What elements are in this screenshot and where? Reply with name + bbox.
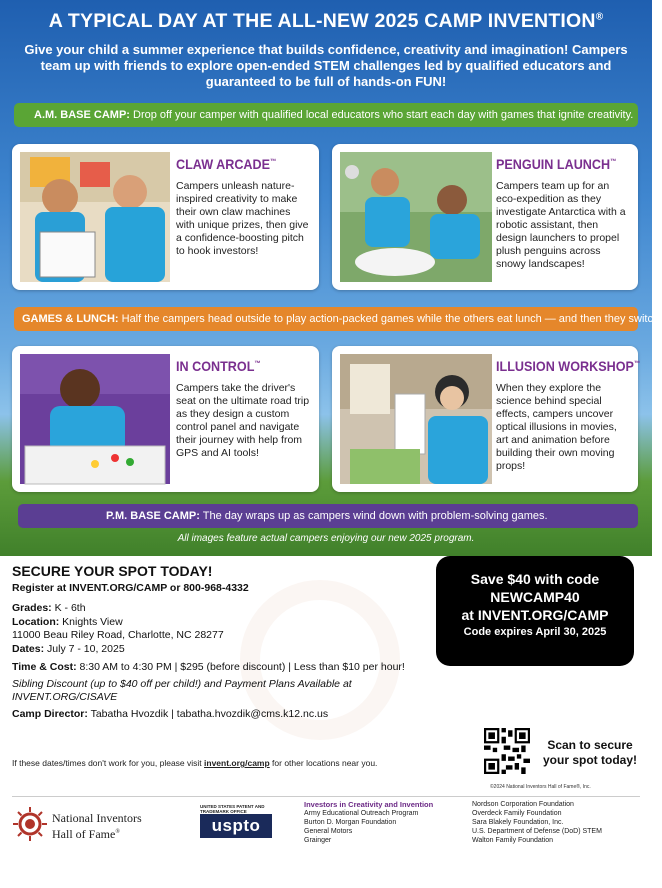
sponsor-item: U.S. Department of Defense (DoD) STEM xyxy=(472,828,602,835)
register-line[interactable]: Register at INVENT.ORG/CAMP or 800-968-4332 xyxy=(12,582,249,594)
secure-heading: SECURE YOUR SPOT TODAY! xyxy=(12,563,213,579)
intro-text: Give your child a summer experience that builds confidence, creativity and imagination! Campers team up with friends to explore open-ended STEM challenges led by qualified educators and guaranteed to be full of hands-on FUN! xyxy=(24,42,628,89)
promo-line-1: Save $40 with code xyxy=(470,571,600,587)
footer-divider xyxy=(12,796,640,797)
card-in-control xyxy=(12,346,319,492)
sponsor-list-b xyxy=(472,800,602,845)
card-text: Campers take the driver's seat on the ultimate road trip as they design a custom control panel and navigate their journey with help from GPS and AI tools! xyxy=(176,382,310,459)
promo-code: NEWCAMP40 xyxy=(490,589,580,605)
promo-url[interactable]: at INVENT.ORG/CAMP xyxy=(461,607,609,623)
card-claw-arcade xyxy=(12,144,319,290)
sibling-discount-line: Sibling Discount (up to $40 off per child!) and Payment Plans Available at INVENT.ORG/CISAVE xyxy=(12,678,352,703)
dates-line: Dates: July 7 - 10, 2025 xyxy=(12,643,125,655)
card-text: When they explore the science behind special effects, campers uncover optical illusions in movies, art and animation before building their own moving props! xyxy=(496,382,617,472)
in-control-photo xyxy=(20,354,170,484)
card-illusion-workshop xyxy=(332,346,641,492)
promo-code-box xyxy=(436,556,634,666)
sponsor-item: Sara Blakely Foundation, Inc. xyxy=(472,819,564,826)
scan-prompt: Scan to secure your spot today! xyxy=(542,738,637,767)
sponsor-item: Grainger xyxy=(304,837,332,844)
sponsor-list-a xyxy=(304,800,433,845)
am-base-camp-bar: A.M. BASE CAMP: Drop off your camper with qualified local educators who start each day with games that ignite creativity. xyxy=(14,103,638,127)
card-penguin-launch xyxy=(332,144,638,290)
nihf-name: National Inventors Hall of Fame® xyxy=(52,811,142,841)
sponsor-item: Overdeck Family Foundation xyxy=(472,810,562,817)
card-title: IN CONTROL™ xyxy=(176,358,261,374)
alternate-locations-note: If these dates/times don't work for you, please visit invent.org/camp for other locations near you. xyxy=(12,758,378,768)
claw-arcade-photo xyxy=(20,152,170,282)
photo-caption: All images feature actual campers enjoying our new 2025 program. xyxy=(177,533,475,544)
grades-line: Grades: K - 6th xyxy=(12,602,86,614)
locations-link[interactable]: invent.org/camp xyxy=(204,758,270,768)
sponsor-heading: Investors in Creativity and Invention xyxy=(304,800,434,809)
page-title: A TYPICAL DAY AT THE ALL-NEW 2025 CAMP INVENTION® xyxy=(48,10,604,32)
qr-code-icon[interactable] xyxy=(484,728,530,774)
promo-expiry: Code expires April 30, 2025 xyxy=(463,626,607,638)
card-title: CLAW ARCADE™ xyxy=(176,156,277,172)
time-cost-line: Time & Cost: 8:30 AM to 4:30 PM | $295 (before discount) | Less than $10 per hour! xyxy=(12,661,405,673)
pm-base-camp-bar: P.M. BASE CAMP: The day wraps up as campers wind down with problem-solving games. xyxy=(18,504,638,528)
sponsor-item: General Motors xyxy=(304,828,353,835)
uspto-caption: UNITED STATES PATENT AND TRADEMARK OFFICE xyxy=(200,804,265,814)
sponsor-item: Nordson Corporation Foundation xyxy=(472,801,574,808)
sponsor-item: Army Educational Outreach Program xyxy=(304,810,419,817)
copyright: ©2024 National Inventors Hall of Fame®, Inc. xyxy=(490,784,591,790)
card-title: ILLUSION WORKSHOP™ xyxy=(496,358,641,374)
games-lunch-bar: GAMES & LUNCH: Half the campers head outside to play action-packed games while the others eat lunch — and then they switch. xyxy=(14,307,638,331)
director-line: Camp Director: Tabatha Hvozdik | tabatha.hvozdik@cms.k12.nc.us xyxy=(12,708,329,720)
card-title: PENGUIN LAUNCH™ xyxy=(496,156,617,172)
sponsor-item: Walton Family Foundation xyxy=(472,837,554,844)
address-line: 11000 Beau Riley Road, Charlotte, NC 28277 xyxy=(12,629,224,641)
card-text: Campers unleash nature-inspired creativity to make their own claw machines with unique prizes, then give a confidence-boosting pitch to hook investors! xyxy=(176,180,309,257)
card-text: Campers team up for an eco-expedition as they investigate Antarctica with a robotic assistant, then design launchers to propel plush penguins across snowy landscapes! xyxy=(496,180,626,270)
penguin-launch-photo xyxy=(340,152,492,282)
uspto-logo: uspto xyxy=(200,814,272,838)
illusion-workshop-photo xyxy=(340,354,492,484)
location-line: Location: Knights View xyxy=(12,616,123,628)
sponsor-item: Burton D. Morgan Foundation xyxy=(304,819,397,826)
